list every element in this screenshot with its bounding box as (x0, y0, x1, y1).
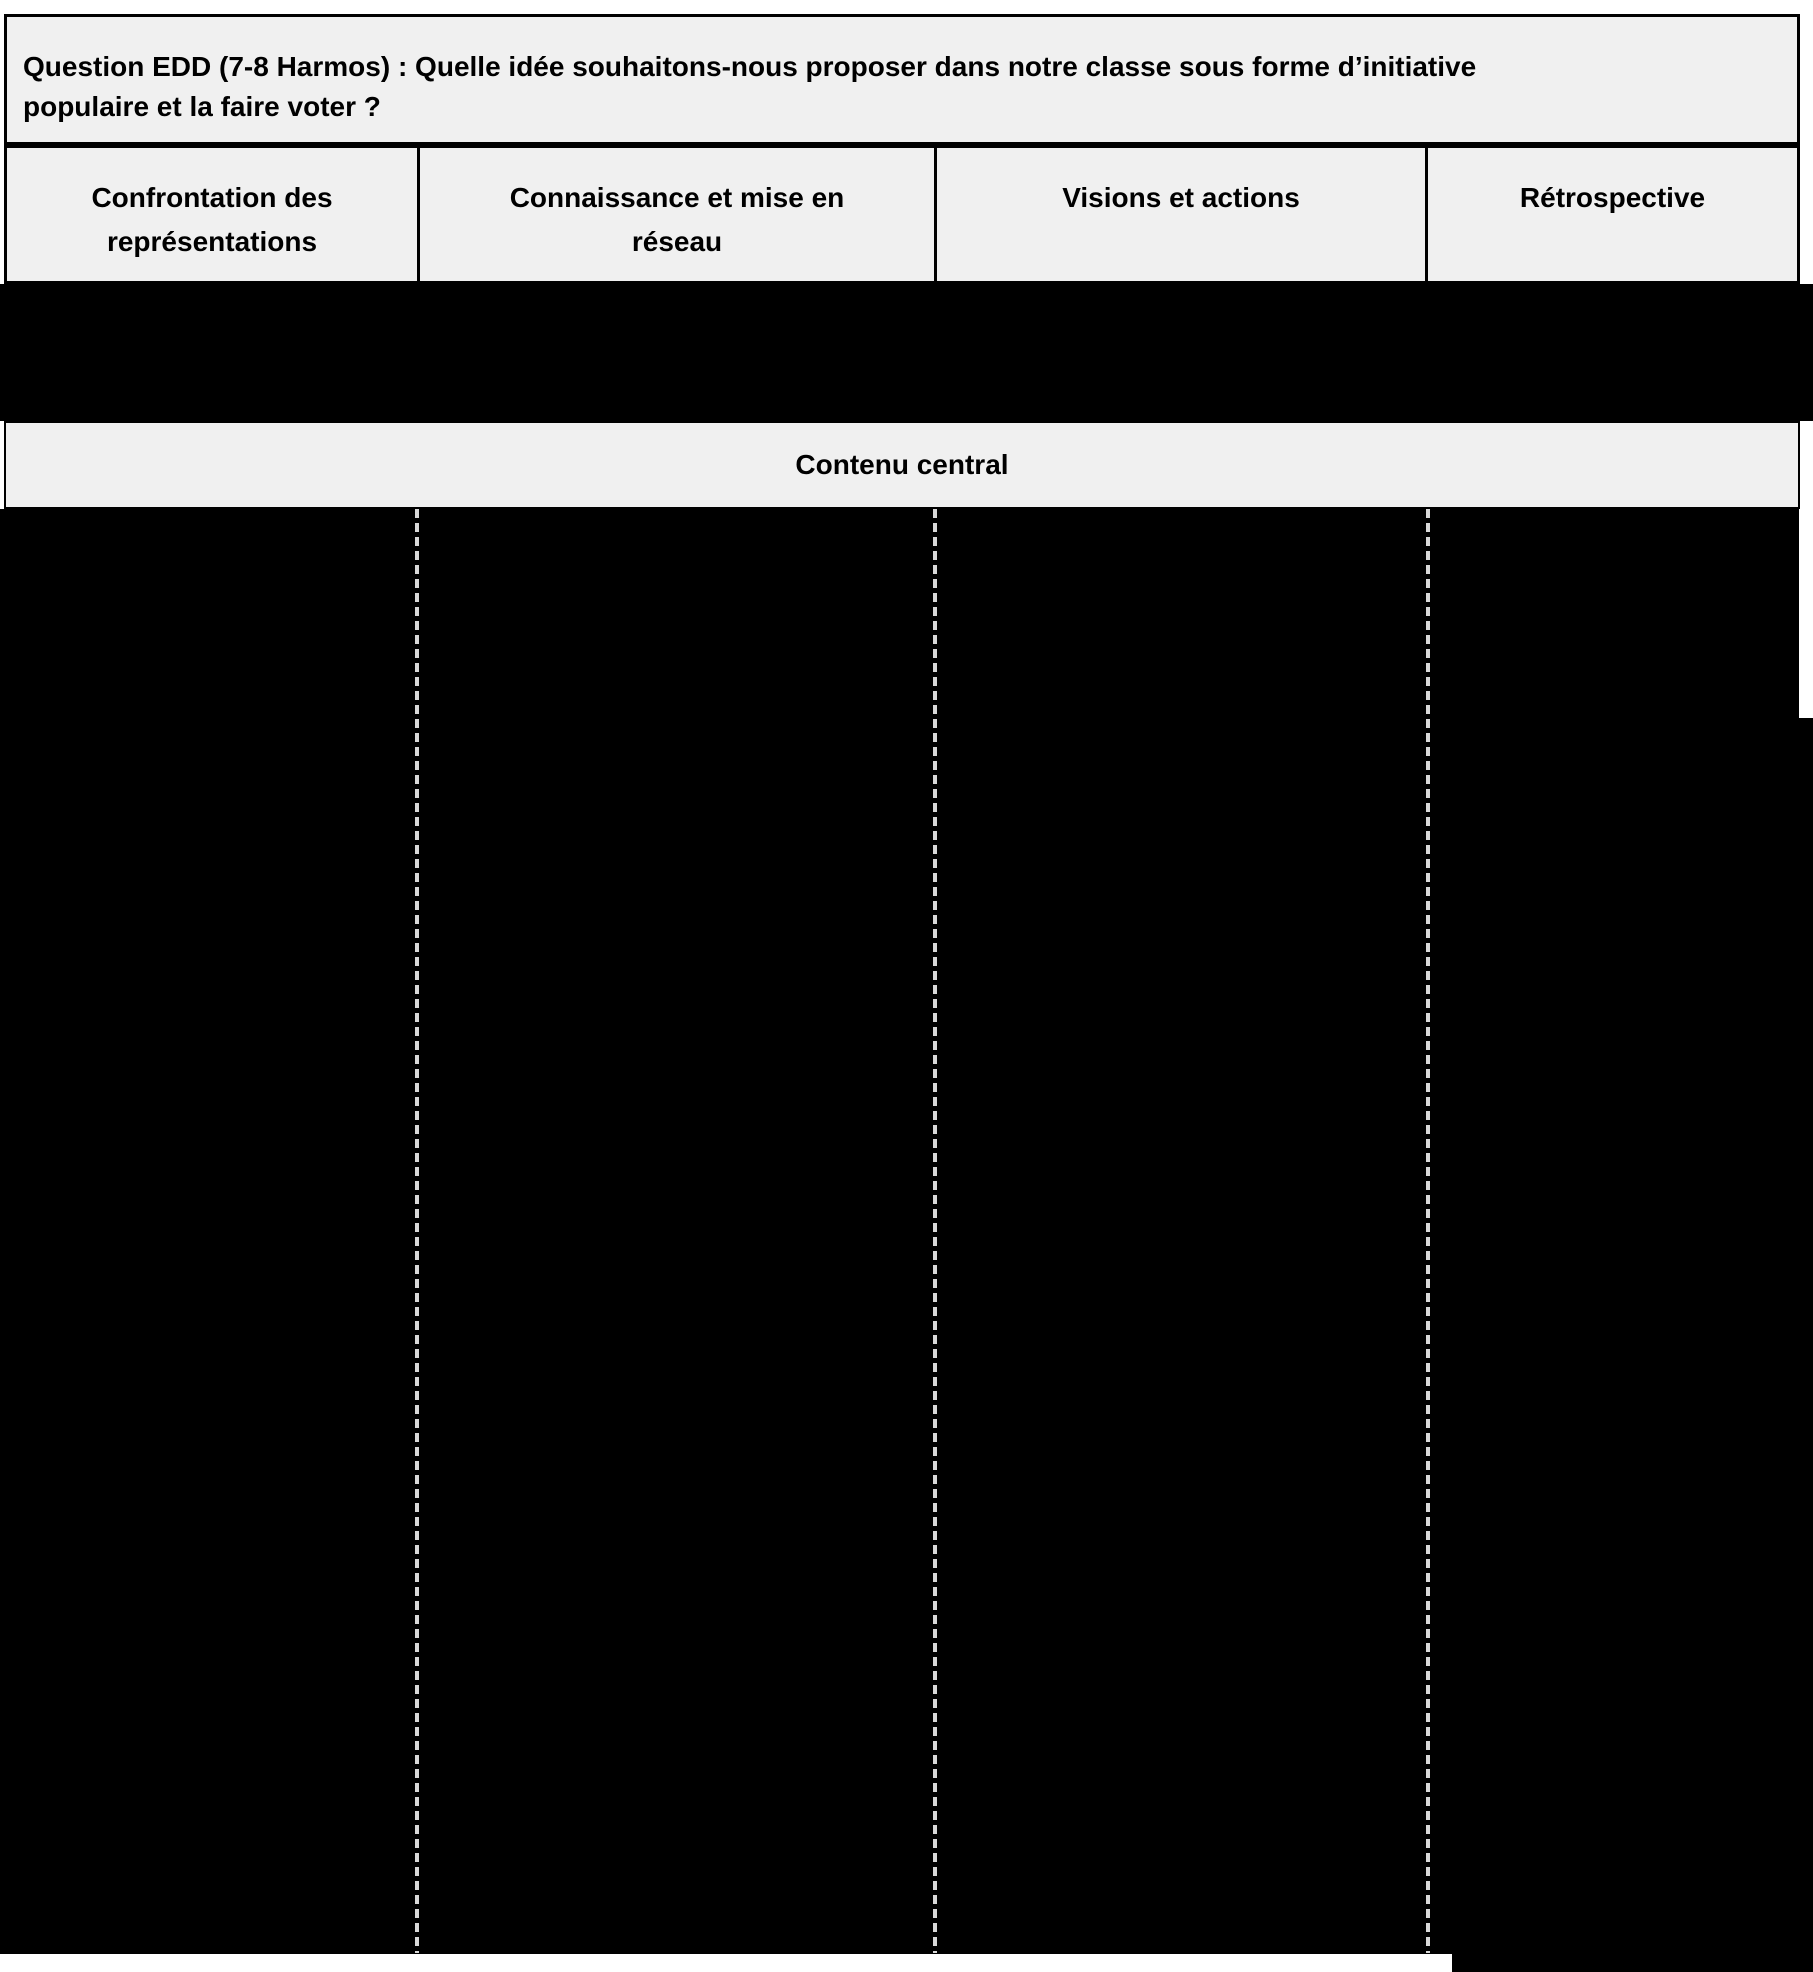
redacted-image-block-bottom-right (1452, 1954, 1813, 1972)
phase-header-confrontation (7, 148, 420, 281)
contenu-central-label: Contenu central (795, 449, 1009, 480)
edd-question-header-cell (4, 14, 1800, 145)
phase-header-connaissance-line2: réseau (631, 226, 723, 257)
column-divider-dashed-line-1 (415, 509, 419, 1953)
column-divider-dashed-line-2 (933, 509, 937, 1953)
phase-header-confrontation-line2: représentations (106, 226, 318, 257)
contenu-central-row (4, 421, 1800, 509)
edd-question-line1: Question EDD (7-8 Harmos) : Quelle idée souhaitons-nous proposer dans notre classe sous forme d’initiative (23, 51, 1477, 82)
phase-header-retrospective (1428, 148, 1797, 281)
phase-header-visions-line1: Visions et actions (1062, 182, 1300, 213)
phase-header-confrontation-line1: Confrontation des (91, 182, 333, 213)
redacted-image-block-main-upper (0, 509, 1799, 718)
column-divider-dashed-line-3 (1426, 509, 1430, 1953)
phase-header-connaissance-line1: Connaissance et mise en (509, 182, 845, 213)
phase-header-connaissance (420, 148, 937, 281)
phase-header-retrospective-line1: Rétrospective (1519, 182, 1706, 213)
edd-question-line2: populaire et la faire voter ? (23, 91, 381, 122)
redacted-image-block-top (0, 284, 1813, 421)
phase-header-row (4, 145, 1800, 284)
redacted-image-block-main-lower (0, 718, 1813, 1954)
phase-header-visions (937, 148, 1428, 281)
